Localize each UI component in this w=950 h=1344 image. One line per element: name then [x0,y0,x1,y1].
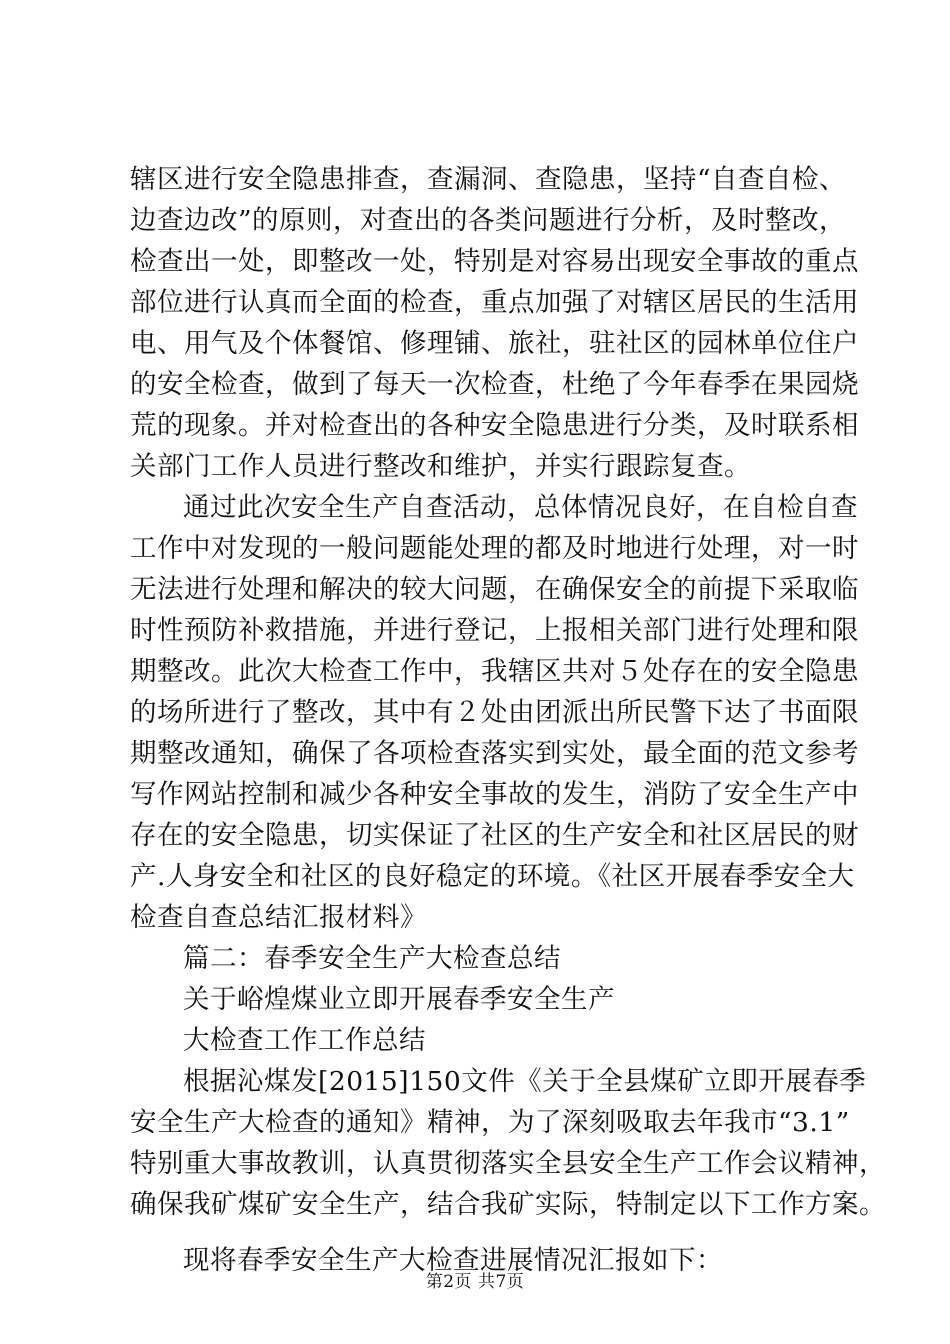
body-text-line: 特别重大事故教训，认真贯彻落实全县安全生产工作会议精神， [130,1148,886,1179]
body-text-line: 写作网站控制和减少各种安全事故的发生，消防了安全生产中 [130,779,859,810]
body-text-line: 检查自查总结汇报材料》 [130,902,427,933]
body-text-line: 期整改。此次大检查工作中，我辖区共对５处存在的安全隐患 [130,656,859,687]
body-text-line: 荒的现象。并对检查出的各种安全隐患进行分类，及时联系相 [130,410,859,441]
body-text-line: 辖区进行安全隐患排查，查漏洞、查隐患，坚持“自查自检、 [130,164,847,195]
body-text-line: 检查出一处，即整改一处，特别是对容易出现安全事故的重点 [130,246,859,277]
body-text-line: 产.人身安全和社区的良好稳定的环境。《社区开展春季安全大 [130,861,855,892]
body-text-line: 电、用气及个体餐馆、修理铺、旅社，驻社区的园林单位住户 [130,328,859,359]
document-title-line: 大检查工作工作总结 [183,1025,426,1056]
page-footer: 第2页 共7页 [425,1272,525,1292]
body-text-line: 部位进行认真而全面的检查，重点加强了对辖区居民的生活用 [130,287,859,318]
body-text-line: 边查边改”的原则，对查出的各类问题进行分析，及时整改， [130,205,847,236]
body-text-line: 的场所进行了整改，其中有２处由团派出所民警下达了书面限 [130,697,859,728]
body-text-line: 工作中对发现的一般问题能处理的都及时地进行处理，对一时 [130,533,859,564]
body-text-line: 期整改通知，确保了各项检查落实到实处，最全面的范文参考 [130,738,859,769]
body-text-line: 无法进行处理和解决的较大问题，在确保安全的前提下采取临 [130,574,859,605]
section-heading: 篇二：春季安全生产大检查总结 [183,943,561,974]
body-text-line: 时性预防补救措施，并进行登记，上报相关部门进行处理和限 [130,615,859,646]
body-text-line: 存在的安全隐患，切实保证了社区的生产安全和社区居民的财 [130,820,859,851]
body-text-line: 确保我矿煤矿安全生产，结合我矿实际，特制定以下工作方案。 [130,1189,886,1220]
paragraph-first-line: 通过此次安全生产自查活动，总体情况良好，在自检自查 [183,492,858,523]
body-text-line: 的安全检查，做到了每天一次检查，杜绝了今年春季在果园烧 [130,369,859,400]
paragraph-first-line: 现将春季安全生产大检查进展情况汇报如下： [183,1245,723,1276]
paragraph-first-line: 根据沁煤发[2015]150文件《关于全县煤矿立即开展春季 [183,1066,867,1097]
body-text-line: 关部门工作人员进行整改和维护，并实行跟踪复查。 [130,451,751,482]
document-title-line: 关于峪煌煤业立即开展春季安全生产 [183,984,615,1015]
body-text-line: 安全生产大检查的通知》精神，为了深刻吸取去年我市“3.1” [130,1107,850,1138]
